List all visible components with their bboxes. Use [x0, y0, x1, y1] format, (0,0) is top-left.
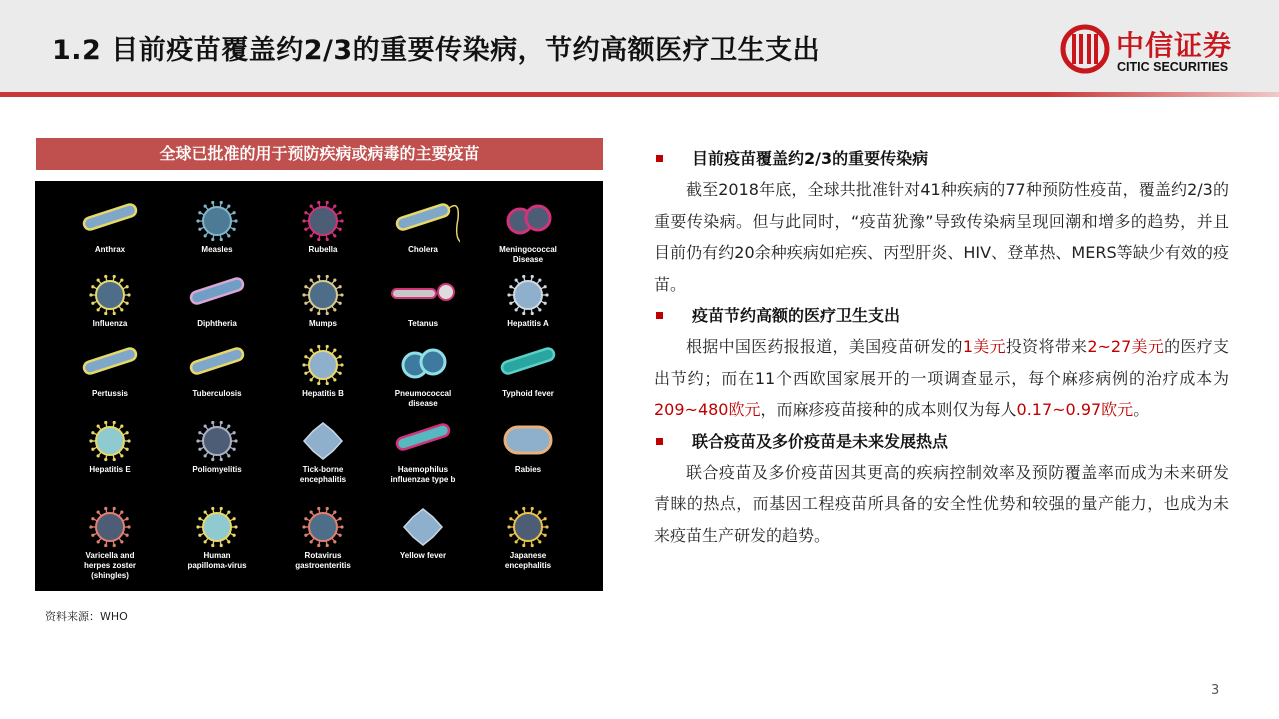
pathogen-icon	[388, 505, 460, 549]
vaccine-label-line: Hepatitis B	[302, 389, 344, 398]
vaccine-label-line: Mumps	[309, 319, 337, 328]
pathogen-icon	[182, 505, 254, 549]
vaccine-label-line: Pneumococcal	[394, 389, 452, 398]
vaccine-item	[162, 419, 272, 499]
vaccine-label-line: Varicella and	[85, 551, 135, 560]
vaccine-item	[55, 419, 165, 499]
vaccine-label-line: Human	[203, 551, 231, 560]
section-paragraph: 联合疫苗及多价疫苗因其更高的疾病控制效率及预防覆盖率而成为未来研发青睐的热点，而基因工程疫苗所具备的安全性优势和较强的量产能力，也成为未来疫苗生产研发的趋势。	[654, 462, 1229, 545]
citic-emblem-icon	[1060, 24, 1110, 74]
vaccine-label	[473, 389, 583, 399]
vaccine-label	[368, 389, 478, 409]
pathogen-icon	[493, 343, 565, 387]
vaccine-label-line: gastroenteritis	[295, 561, 351, 570]
vaccine-label-line: encephalitis	[504, 561, 552, 570]
vaccine-item	[368, 273, 478, 353]
vaccine-item	[55, 273, 165, 353]
vaccine-label	[268, 245, 378, 255]
vaccine-label-line: Japanese	[509, 551, 547, 560]
vaccine-item	[268, 199, 378, 279]
pathogen-icon	[288, 419, 360, 463]
section-heading-text: 目前疫苗覆盖约2/3的重要传染病	[692, 149, 929, 168]
vaccine-label	[55, 551, 165, 581]
paragraph-text: 投资将带来	[1005, 337, 1088, 356]
vaccine-label	[268, 389, 378, 399]
vaccine-item	[162, 505, 272, 585]
vaccine-item	[55, 343, 165, 423]
vaccine-label-line: Tick-borne	[302, 465, 344, 474]
vaccine-label	[55, 389, 165, 399]
vaccine-label-line: encephalitis	[299, 475, 347, 484]
pathogen-icon	[493, 419, 565, 463]
pathogen-icon	[493, 273, 565, 317]
vaccine-label-line: Disease	[512, 255, 544, 264]
pathogen-icon	[493, 199, 565, 243]
pathogen-icon	[288, 273, 360, 317]
vaccine-label	[473, 245, 583, 265]
vaccine-item	[268, 419, 378, 499]
section-heading	[654, 426, 1229, 457]
vaccine-label	[368, 319, 478, 329]
vaccine-label	[368, 551, 478, 561]
vaccine-label-line: Rotavirus	[304, 551, 342, 560]
slide-header	[0, 0, 1279, 92]
vaccine-item	[473, 505, 583, 585]
vaccine-item	[473, 199, 583, 279]
vaccine-label-line: disease	[408, 399, 438, 408]
pathogen-icon	[182, 199, 254, 243]
vaccine-label-line: herpes zoster	[83, 561, 137, 570]
highlight-value: 1美元	[962, 337, 1006, 356]
vaccine-label	[162, 551, 272, 571]
paragraph-text: 的医疗支出节约；而在11个西欧国家展开的一项调查显示，每个麻疹病例的治疗成本为	[654, 337, 1229, 388]
vaccine-item	[473, 273, 583, 353]
pathogen-icon	[75, 199, 147, 243]
text-content	[654, 143, 1229, 551]
logo-english-name: CITIC SECURITIES	[1117, 60, 1229, 74]
pathogen-icon	[493, 505, 565, 549]
section-heading-text: 联合疫苗及多价疫苗是未来发展热点	[692, 431, 949, 451]
page-number: 3	[1211, 683, 1220, 698]
vaccine-label	[473, 319, 583, 329]
pathogen-icon	[75, 505, 147, 549]
vaccine-item	[162, 343, 272, 423]
bullet-square-icon	[656, 312, 663, 319]
highlight-value: 209~480欧元	[654, 400, 761, 419]
vaccine-item	[368, 505, 478, 585]
vaccine-label-line: Rabies	[514, 465, 542, 474]
vaccine-label-line: Tetanus	[407, 319, 439, 328]
vaccine-label-line: Meningococcal	[499, 245, 557, 254]
vaccine-item	[268, 343, 378, 423]
paragraph-text: 根据中国医药报报道，美国疫苗研发的	[686, 337, 963, 356]
pathogen-icon	[388, 199, 460, 243]
vaccine-label-line: influenzae type b	[390, 475, 456, 484]
vaccine-label	[268, 465, 378, 485]
bullet-square-icon	[656, 438, 663, 445]
pathogen-icon	[182, 419, 254, 463]
section-heading	[654, 300, 1229, 331]
highlight-value: 2~27美元	[1087, 337, 1165, 356]
vaccine-item	[55, 199, 165, 279]
vaccine-label	[368, 465, 478, 485]
vaccine-item	[162, 199, 272, 279]
pathogen-icon	[288, 505, 360, 549]
pathogen-icon	[288, 343, 360, 387]
citic-logo	[1060, 22, 1260, 77]
vaccine-label-line: Poliomyelitis	[192, 465, 242, 474]
vaccine-label	[368, 245, 478, 255]
paragraph-text: ，而麻疹疫苗接种的成本则仅为每人	[760, 400, 1017, 419]
vaccine-item	[268, 273, 378, 353]
header-divider	[0, 92, 1279, 97]
pathogen-icon	[75, 273, 147, 317]
vaccine-label	[268, 551, 378, 571]
vaccine-item	[55, 505, 165, 585]
section-heading	[654, 143, 1229, 174]
vaccine-label-line: Influenza	[92, 319, 128, 328]
vaccine-illustration-panel	[35, 181, 603, 591]
vaccine-label-line: Hepatitis E	[89, 465, 131, 474]
vaccine-label	[55, 319, 165, 329]
vaccine-label-line: Tuberculosis	[192, 389, 242, 398]
vaccine-label-line: Diphtheria	[197, 319, 237, 328]
vaccine-item	[368, 343, 478, 423]
vaccine-label-line: Typhoid fever	[502, 389, 554, 398]
pathogen-icon	[182, 273, 254, 317]
vaccine-item	[368, 419, 478, 499]
vaccine-label	[473, 465, 583, 475]
vaccine-label	[162, 245, 272, 255]
pathogen-icon	[388, 419, 460, 463]
vaccine-label	[162, 389, 272, 399]
pathogen-icon	[388, 273, 460, 317]
vaccine-label	[55, 245, 165, 255]
bullet-square-icon	[656, 155, 663, 162]
vaccine-item	[162, 273, 272, 353]
figure-title: 全球已批准的用于预防疾病或病毒的主要疫苗	[36, 138, 603, 170]
vaccine-label-line: Rubella	[308, 245, 338, 254]
vaccine-label-line: Haemophilus	[397, 465, 449, 474]
vaccine-label-line: papilloma-virus	[187, 561, 247, 570]
vaccine-item	[473, 419, 583, 499]
vaccine-label	[268, 319, 378, 329]
vaccine-label-line: Cholera	[408, 245, 438, 254]
vaccine-label-line: Anthrax	[94, 245, 126, 254]
paragraph-text: 。	[1133, 400, 1150, 419]
pathogen-icon	[388, 343, 460, 387]
vaccine-label-line: Measles	[201, 245, 233, 254]
vaccine-label	[162, 319, 272, 329]
section-paragraph	[654, 331, 1229, 426]
highlight-value: 0.17~0.97欧元	[1016, 400, 1134, 419]
vaccine-label-line: Pertussis	[91, 389, 129, 398]
vaccine-label	[162, 465, 272, 475]
vaccine-label-line: Yellow fever	[399, 551, 447, 560]
vaccine-label	[55, 465, 165, 475]
figure-source: 资料来源：WHO	[45, 610, 128, 623]
vaccine-label-line: (shingles)	[91, 571, 129, 580]
vaccine-label	[473, 551, 583, 571]
vaccine-label-line: Hepatitis A	[507, 319, 549, 328]
pathogen-icon	[75, 419, 147, 463]
pathogen-icon	[75, 343, 147, 387]
pathogen-icon	[182, 343, 254, 387]
pathogen-icon	[288, 199, 360, 243]
logo-chinese-name: 中信证券	[1116, 29, 1233, 62]
section-heading-text: 疫苗节约高额的医疗卫生支出	[692, 306, 901, 325]
vaccine-item	[368, 199, 478, 279]
slide-title: 1.2 目前疫苗覆盖约2/3的重要传染病，节约高额医疗卫生支出	[52, 35, 821, 66]
section-paragraph: 截至2018年底，全球共批准针对41种疾病的77种预防性疫苗，覆盖约2/3的重要传染病。但与此同时，“疫苗犹豫”导致传染病呈现回潮和增多的趋势，并且目前仍有约20余种疾病如疟疾、丙型肝炎、HIV、登革热、MERS等缺少有效的疫苗。	[654, 180, 1229, 294]
vaccine-item	[473, 343, 583, 423]
vaccine-item	[268, 505, 378, 585]
